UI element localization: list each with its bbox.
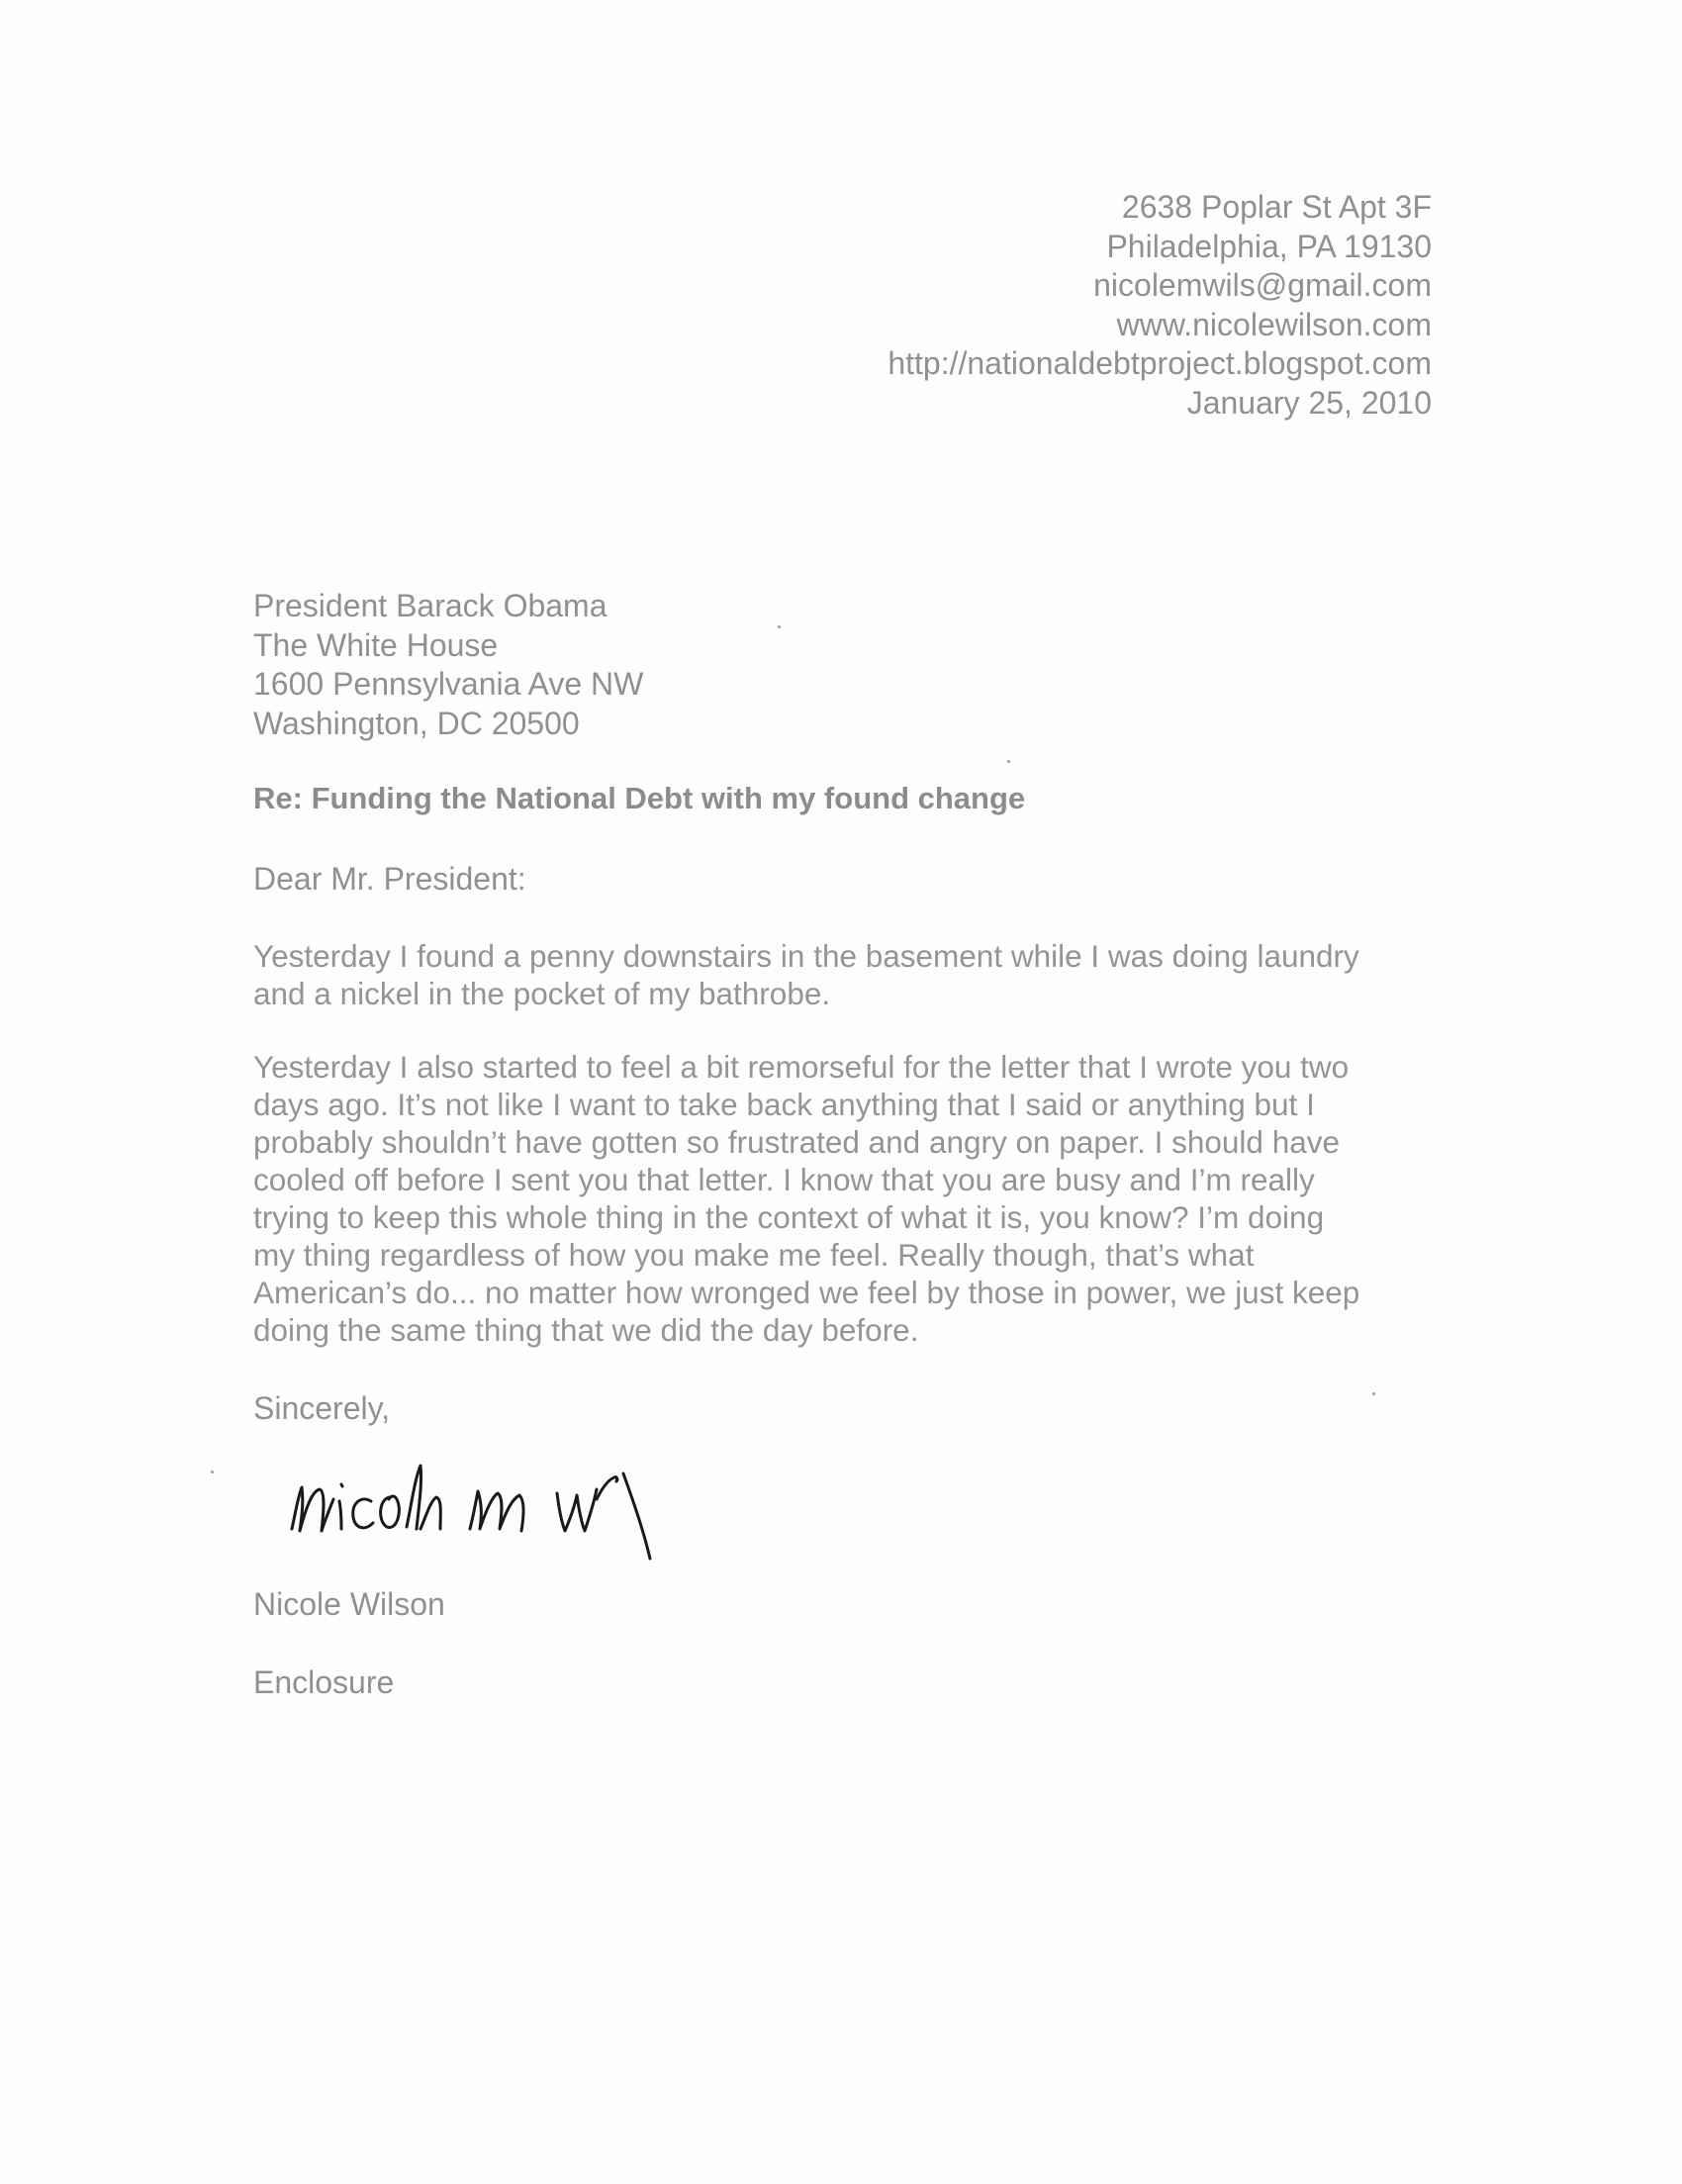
scan-speck [1372, 1392, 1375, 1395]
body-paragraph-2 [253, 1048, 1441, 1349]
paragraph-line: Yesterday I also started to feel a bit remorseful for the letter that I wrote you two [253, 1049, 1350, 1085]
paragraph-line: doing the same thing that we did the day before. [253, 1312, 919, 1348]
paragraph-line: and a nickel in the pocket of my bathrobe. [253, 976, 831, 1011]
sender-address-block [888, 188, 1432, 423]
paragraph-line: days ago. It’s not like I want to take back anything that I said or anything but I [253, 1087, 1315, 1122]
recipient-address-block [253, 587, 643, 743]
closing: Sincerely, [253, 1390, 391, 1426]
recipient-name: President Barack Obama [253, 588, 607, 623]
scan-speck [778, 625, 781, 628]
signer-name: Nicole Wilson [253, 1586, 445, 1622]
subject-line: Re: Funding the National Debt with my found change [253, 781, 1026, 815]
sender-website: www.nicolewilson.com [1116, 306, 1432, 342]
enclosure-note: Enclosure [253, 1664, 395, 1700]
paragraph-line: my thing regardless of how you make me feel. Really though, that’s what [253, 1237, 1255, 1273]
letter-date: January 25, 2010 [1186, 384, 1432, 421]
recipient-street: 1600 Pennsylvania Ave NW [253, 666, 644, 702]
paragraph-line: American’s do... no matter how wronged we feel by those in power, we just keep [253, 1275, 1360, 1310]
scan-speck [211, 1471, 214, 1473]
body-paragraph-1 [253, 937, 1441, 1012]
sender-city: Philadelphia, PA 19130 [1106, 228, 1432, 264]
paragraph-line: trying to keep this whole thing in the context of what it is, you know? I’m doing [253, 1199, 1325, 1235]
sender-email: nicolemwils@gmail.com [1093, 267, 1432, 303]
handwritten-signature [282, 1440, 777, 1568]
paragraph-line: cooled off before I sent you that letter. I know that you are busy and I’m really [253, 1162, 1315, 1197]
recipient-city: Washington, DC 20500 [253, 705, 580, 741]
paragraph-line: probably shouldn’t have gotten so frustrated and angry on paper. I should have [253, 1124, 1341, 1160]
recipient-line2: The White House [253, 626, 499, 663]
paragraph-line: Yesterday I found a penny downstairs in the basement while I was doing laundry [253, 938, 1359, 974]
salutation: Dear Mr. President: [253, 861, 526, 897]
scan-speck [1007, 760, 1010, 763]
sender-blog: http://nationaldebtproject.blogspot.com [888, 345, 1432, 381]
sender-street: 2638 Poplar St Apt 3F [1121, 189, 1432, 225]
